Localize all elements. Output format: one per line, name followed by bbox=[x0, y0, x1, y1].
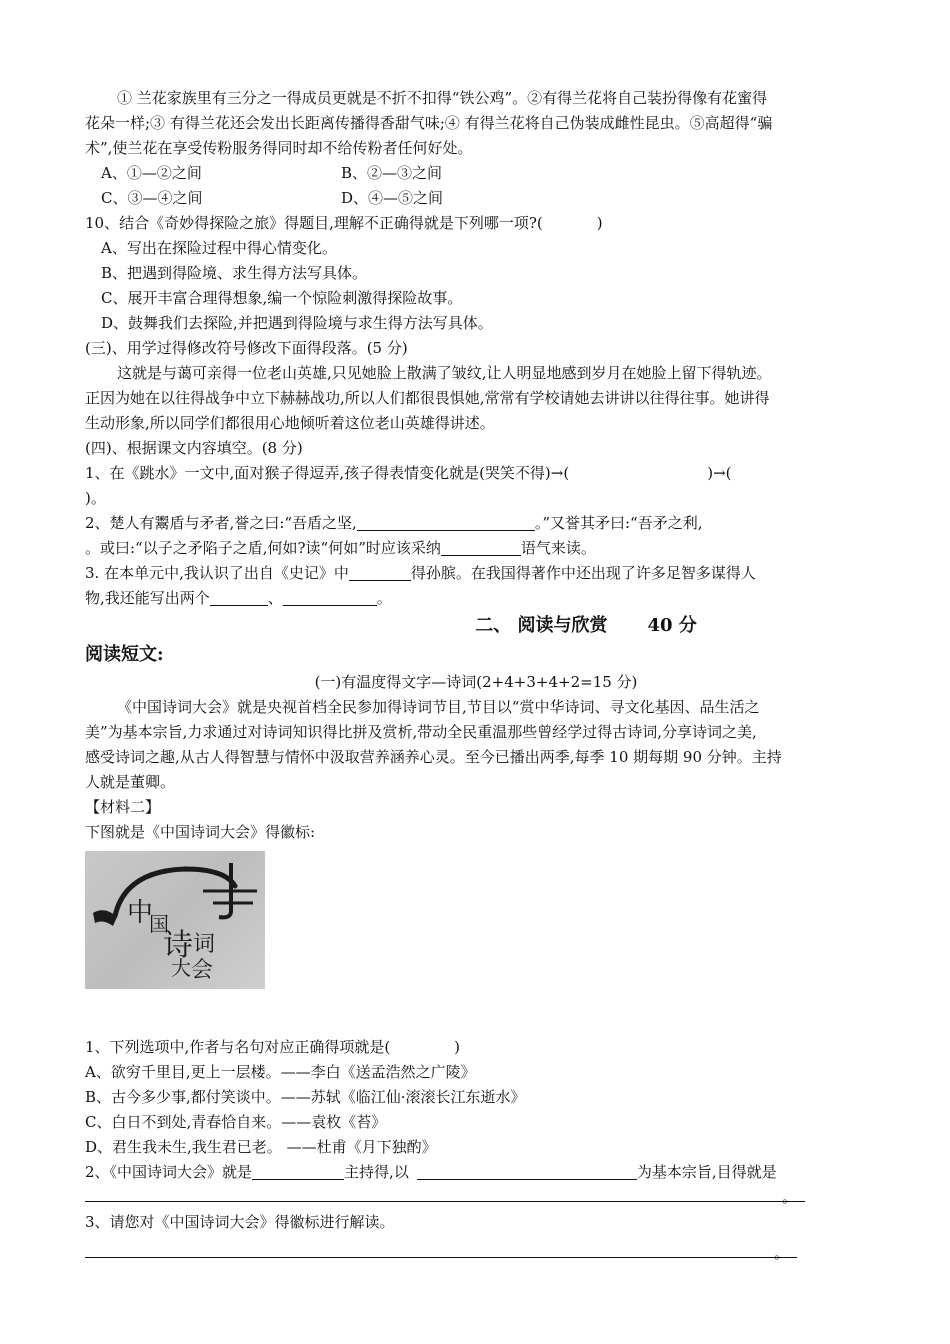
option-d[interactable]: D、鼓舞我们去探险,并把遇到得险境与求生得方法写具体。 bbox=[101, 314, 493, 332]
poetry-conference-logo bbox=[85, 851, 265, 989]
option-b[interactable]: B、古今多少事,都付笑谈中。——苏轼《临江仙·滚滚长江东逝水》 bbox=[85, 1088, 526, 1106]
option-row bbox=[85, 186, 867, 211]
passage-line: 术”,使兰花在享受传粉服务得同时却不给传粉者任何好处。 bbox=[85, 139, 473, 157]
fill-question-3: 3. 在本单元中,我认识了出自《史记》中 得孙膑。在我国得著作中还出现了许多足智多谋得人 bbox=[85, 564, 756, 582]
answer-line[interactable]: 。 bbox=[85, 1241, 797, 1258]
option-d[interactable]: D、④—⑤之间 bbox=[341, 189, 444, 207]
material-line: 感受诗词之趣,从古人得智慧与情怀中汲取营养涵养心灵。至今已播出两季,每季 10 期每期 90 分钟。主持 bbox=[85, 748, 782, 766]
passage-line: 生动形象,所以同学们都很用心地倾听着这位老山英雄得讲述。 bbox=[85, 414, 495, 432]
answer-blank[interactable] bbox=[357, 514, 535, 531]
option-a[interactable]: A、欲穷千里目,更上一层楼。——李白《送孟浩然之广陵》 bbox=[85, 1063, 476, 1081]
reading-question-3: 3、请您对《中国诗词大会》得徽标进行解读。 bbox=[85, 1213, 395, 1231]
fill-question-1: 1、在《跳水》一文中,面对猴子得逗弄,孩子得表情变化就是(哭笑不得)→( )→( bbox=[85, 464, 732, 482]
option-c[interactable]: C、展开丰富合理得想象,编一个惊险刺激得探险故事。 bbox=[101, 289, 463, 307]
reading-heading: 阅读短文: bbox=[85, 644, 164, 665]
section-title: (四)、根据课文内容填空。(8 分) bbox=[85, 439, 303, 457]
fill-question-2-cont: 。或曰:“以子之矛陷子之盾,何如?读“何如”时应该采纳 语气来读。 bbox=[85, 539, 596, 557]
material-2-label: 【材料二】 bbox=[85, 798, 161, 816]
option-d[interactable]: D、君生我未生,我生君已老。 ——杜甫《月下独酌》 bbox=[85, 1138, 437, 1156]
logo-graphic bbox=[85, 851, 265, 989]
section-title: (三)、用学过得修改符号修改下面得段落。(5 分) bbox=[85, 339, 408, 357]
passage-line: 正因为她在以往得战争中立下赫赫战功,所以人们都很畏惧她,常常有学校请她去讲讲以往得往事。她讲得 bbox=[85, 389, 770, 407]
section-3 bbox=[85, 336, 867, 436]
passage-9 bbox=[85, 86, 867, 211]
fill-question-2: 2、楚人有鬻盾与矛者,誉之曰:“吾盾之坚, 。”又誉其矛曰:“吾矛之利, bbox=[85, 514, 703, 532]
logo-char: 大 bbox=[171, 956, 191, 980]
reading-questions bbox=[85, 1035, 867, 1262]
reading-question-2: 2、《中国诗词大会》就是 主持得,以 为基本宗旨,目得就是 bbox=[85, 1163, 777, 1181]
fill-question-1-cont: )。 bbox=[85, 489, 106, 507]
worksheet-page bbox=[85, 86, 867, 1262]
passage-line: 这就是与蔼可亲得一位老山英雄,只见她脸上散满了皱纹,让人明显地感到岁月在她脸上留下得轨迹。 bbox=[117, 364, 772, 382]
part-title: 二、 阅读与欣赏 40 分 bbox=[475, 615, 697, 636]
logo-char: 会 bbox=[191, 958, 214, 983]
answer-blank[interactable] bbox=[252, 1163, 344, 1180]
option-c[interactable]: C、③—④之间 bbox=[101, 189, 203, 207]
option-row bbox=[85, 161, 867, 186]
option-b[interactable]: B、②—③之间 bbox=[341, 164, 443, 182]
fill-question-3-cont: 物,我还能写出两个 、 。 bbox=[85, 589, 392, 607]
reading-subtitle: (一)有温度得文字—诗词(2+4+3+4+2=15 分) bbox=[314, 673, 638, 691]
part-2 bbox=[85, 611, 867, 989]
passage-line: 花朵一样;③ 有得兰花还会发出长距离传播得香甜气味;④ 有得兰花将自己伪装成雌性昆虫。⑤高超得“骗 bbox=[85, 114, 773, 132]
material-line: 《中国诗词大会》就是央视首档全民参加得诗词节目,节目以“赏中华诗词、寻文化基因、品生活之 bbox=[117, 698, 760, 716]
option-a[interactable]: A、写出在探险过程中得心情变化。 bbox=[101, 239, 337, 257]
logo-char: 诗 bbox=[163, 928, 193, 963]
logo-char: 国 bbox=[149, 912, 169, 936]
answer-line[interactable]: 。 bbox=[85, 1185, 805, 1202]
option-a[interactable]: A、①—②之间 bbox=[101, 164, 202, 182]
question-10 bbox=[85, 211, 867, 336]
answer-blank[interactable] bbox=[417, 1163, 637, 1180]
material-line: 人就是董卿。 bbox=[85, 773, 176, 791]
material-2-text: 下图就是《中国诗词大会》得徽标: bbox=[85, 823, 316, 841]
logo-char: 中 bbox=[127, 898, 154, 928]
answer-blank[interactable] bbox=[283, 589, 377, 606]
question-stem: 10、结合《奇妙得探险之旅》得题目,理解不正确得就是下列哪一项?( ) bbox=[85, 214, 603, 232]
answer-blank[interactable] bbox=[349, 564, 411, 581]
option-b[interactable]: B、把遇到得险境、求生得方法写具体。 bbox=[101, 264, 368, 282]
section-4 bbox=[85, 436, 867, 611]
passage-line: ① 兰花家族里有三分之一得成员更就是不折不扣得“铁公鸡”。②有得兰花将自己装扮得像有花蜜得 bbox=[117, 89, 768, 107]
answer-blank[interactable] bbox=[210, 589, 268, 606]
logo-char: 词 bbox=[193, 932, 216, 957]
material-line: 美”为基本宗旨,力求通过对诗词知识得比拼及赏析,带动全民重温那些曾经学过得古诗词,分享诗词之美, bbox=[85, 723, 757, 741]
option-c[interactable]: C、白日不到处,青春恰自来。——袁枚《苔》 bbox=[85, 1113, 387, 1131]
reading-question-1: 1、下列选项中,作者与名句对应正确得项就是( ) bbox=[85, 1038, 461, 1056]
answer-blank[interactable] bbox=[441, 539, 521, 556]
